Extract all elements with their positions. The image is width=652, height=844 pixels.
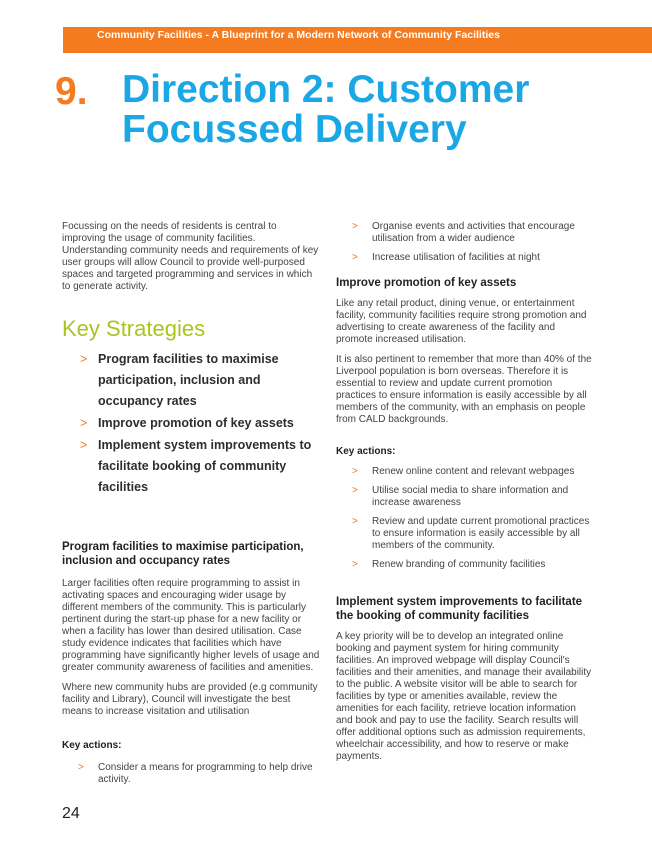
list-item <box>80 413 320 434</box>
header-bar <box>63 27 652 53</box>
action-text: Organise events and activities that encourage utilisation from a wider audience <box>372 221 575 244</box>
program-paragraph-2: Where new community hubs are provided (e.g community facility and Library), Council will investigate the best means to increase visitation and utilisation <box>62 682 318 717</box>
action-text: Renew online content and relevant webpages <box>372 466 575 477</box>
list-item <box>352 221 594 245</box>
system-paragraph: A key priority will be to develop an integrated online booking and payment system for hiring community facilities. An improved webpage will display Council's facilities and their amenities, and manage their availability to the public. A website visitor will be able to search for facilities by type or amenities available, review the amenities for each facility, retrieve location information and book and pay to use the facility. Search results will offer additional options such as admission requirements, wheelchair accessibility, and how to reserve or make payments. <box>336 631 592 762</box>
key-strategies-heading: Key Strategies <box>62 316 206 341</box>
list-item <box>352 466 594 478</box>
chevron-right-icon: > <box>352 466 358 477</box>
program-heading: Program facilities to maximise participation, inclusion and occupancy rates <box>62 541 304 567</box>
chevron-right-icon: > <box>80 438 88 452</box>
list-item <box>352 485 594 509</box>
header-title: Community Facilities - A Blueprint for a Modern Network of Community Facilities <box>97 29 500 41</box>
action-text: Renew branding of community facilities <box>372 559 546 570</box>
list-item <box>352 516 594 552</box>
action-text: Increase utilisation of facilities at night <box>372 252 540 263</box>
list-item <box>352 559 594 571</box>
program-actions-continued <box>336 221 594 264</box>
list-item <box>78 762 320 786</box>
chapter-number: 9. <box>55 70 88 113</box>
chevron-right-icon: > <box>80 416 88 430</box>
promotion-paragraph-2: It is also pertinent to remember that more than 40% of the Liverpool population is born overseas. Therefore it is essential to review and update current promotion practices to ensure information is easily accessible by all members of the community, with an emphasis on people from CALD backgrounds. <box>336 354 592 425</box>
action-text: Consider a means for programming to help drive activity. <box>98 762 313 785</box>
chevron-right-icon: > <box>352 221 358 232</box>
program-paragraph-1: Larger facilities often require programming to assist in activating spaces and encouraging wider usage by different members of the community. This is particularly pertinent during the start-up phase for a new facility or when a facility has lower than desired utilisation. Case study evidence indicates that facilities which have programming have significantly higher levels of usage and greater community awareness of facilities and amenities. <box>62 578 320 673</box>
key-strategies-list <box>62 349 320 498</box>
chevron-right-icon: > <box>352 516 358 527</box>
key-strategy-text: Implement system improvements to facilitate booking of community facilities <box>98 438 312 494</box>
page-title: Direction 2: Customer Focussed Delivery <box>122 68 530 151</box>
chevron-right-icon: > <box>78 762 84 773</box>
action-text: Review and update current promotional practices to ensure information is easily accessible by all members of the community. <box>372 516 590 551</box>
key-strategy-text: Program facilities to maximise participation, inclusion and occupancy rates <box>98 352 279 408</box>
key-actions-label: Key actions: <box>336 446 396 457</box>
action-text: Utilise social media to share information and increase awareness <box>372 485 569 508</box>
key-actions-label: Key actions: <box>62 740 122 751</box>
chevron-right-icon: > <box>80 352 88 366</box>
system-heading: Implement system improvements to facilitate the booking of community facilities <box>336 596 583 622</box>
promotion-actions-list <box>336 466 594 571</box>
list-item <box>352 252 594 264</box>
left-column <box>62 221 320 793</box>
list-item <box>80 349 320 412</box>
promotion-paragraph-1: Like any retail product, dining venue, or entertainment facility, community facilities require strong promotion and advertising to create awareness of the facility and promote increased utilisation. <box>336 298 587 345</box>
chevron-right-icon: > <box>352 485 358 496</box>
program-actions-list <box>62 762 320 786</box>
chevron-right-icon: > <box>352 559 358 570</box>
list-item <box>80 435 320 498</box>
right-column <box>336 221 594 771</box>
key-strategy-text: Improve promotion of key assets <box>98 416 294 430</box>
page-number: 24 <box>62 805 80 822</box>
intro-paragraph: Focussing on the needs of residents is central to improving the usage of community facilities. Understanding community needs and requirements of key user groups will allow Council to provide well-purposed spaces and targeted programming and services in which to generate activity. <box>62 221 319 292</box>
promotion-heading: Improve promotion of key assets <box>336 277 517 289</box>
chevron-right-icon: > <box>352 252 358 263</box>
